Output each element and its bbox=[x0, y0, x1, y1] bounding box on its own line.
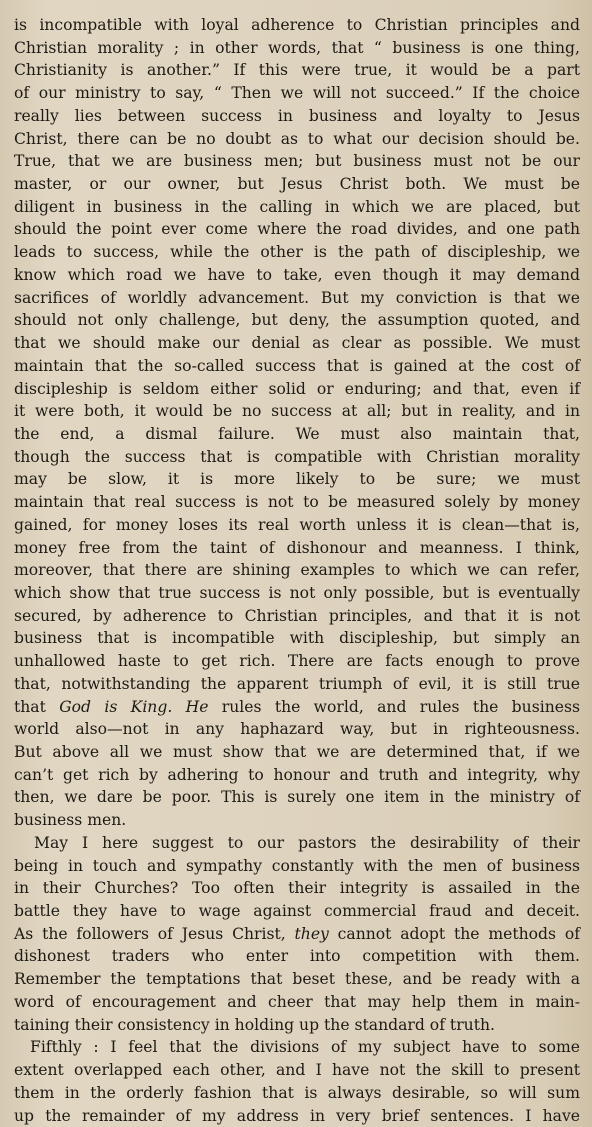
text-line bbox=[14, 1036, 580, 1059]
text-line bbox=[14, 309, 580, 332]
italic-text: God is King. bbox=[59, 698, 172, 716]
text-line bbox=[14, 718, 580, 741]
text-segment: Christian morality ; in other words, that “ business is one thing, bbox=[14, 39, 580, 57]
text-segment: diligent in business in the calling in which we are placed, but bbox=[14, 198, 580, 216]
text-line bbox=[14, 423, 580, 446]
text-line bbox=[14, 400, 580, 423]
text-line bbox=[14, 764, 580, 787]
text-line bbox=[14, 105, 580, 128]
text-line bbox=[14, 468, 580, 491]
text-line bbox=[14, 877, 580, 900]
text-segment: unhallowed haste to get rich. There are facts enough to prove bbox=[14, 652, 580, 670]
text-line bbox=[14, 241, 580, 264]
text-segment: is incompatible with loyal adherence to Christian principles and bbox=[14, 16, 580, 34]
text-segment: business that is incompatible with discipleship, but simply an bbox=[14, 629, 580, 647]
text-segment: then, we dare be poor. This is surely one item in the ministry of bbox=[14, 788, 580, 806]
text-segment: But above all we must show that we are determined that, if we bbox=[14, 743, 580, 761]
text-segment: Fifthly : I feel that the divisions of my subject have to some bbox=[30, 1038, 580, 1056]
text-line bbox=[14, 696, 580, 719]
text-segment: sacrifices of worldly advancement. But my conviction is that we bbox=[14, 289, 580, 307]
text-segment: really lies between success in business and loyalty to Jesus bbox=[14, 107, 580, 125]
text-segment: cannot adopt the methods of bbox=[329, 925, 580, 943]
text-line bbox=[14, 150, 580, 173]
text-segment: True, that we are business men; but business must not be our bbox=[14, 152, 580, 170]
text-segment: May I here suggest to our pastors the desirability of their bbox=[34, 834, 580, 852]
text-segment: know which road we have to take, even though it may demand bbox=[14, 266, 580, 284]
text-line bbox=[14, 264, 580, 287]
text-segment: being in touch and sympathy constantly with the men of business bbox=[14, 857, 580, 875]
text-segment: which show that true success is not only possible, but is eventually bbox=[14, 584, 580, 602]
text-segment: maintain that real success is not to be measured solely by money bbox=[14, 493, 580, 511]
text-line bbox=[14, 786, 580, 809]
italic-text: they bbox=[295, 925, 329, 943]
text-segment: maintain that the so-called success that is gained at the cost of bbox=[14, 357, 580, 375]
text-segment: should the point ever come where the road divides, and one path bbox=[14, 220, 580, 238]
text-line bbox=[14, 218, 580, 241]
text-segment: of our ministry to say, “ Then we will not succeed.” If the choice bbox=[14, 84, 580, 102]
text-segment: Christianity is another.” If this were true, it would be a part bbox=[14, 61, 580, 79]
text-segment: Remember the temptations that beset these, and be ready with a bbox=[14, 970, 580, 988]
text-segment: money free from the taint of dishonour and meanness. I think, bbox=[14, 539, 580, 557]
text-segment: the end, a dismal failure. We must also maintain that, bbox=[14, 425, 580, 443]
text-line bbox=[14, 991, 580, 1014]
text-segment: business men. bbox=[14, 811, 126, 829]
text-segment: secured, by adherence to Christian principles, and that it is not bbox=[14, 607, 580, 625]
text-line bbox=[14, 332, 580, 355]
text-line bbox=[14, 287, 580, 310]
document-page bbox=[14, 14, 580, 1127]
text-segment: word of encouragement and cheer that may help them in main- bbox=[14, 993, 580, 1011]
text-segment: that, notwithstanding the apparent triumph of evil, it is still true bbox=[14, 675, 580, 693]
text-line bbox=[14, 900, 580, 923]
text-segment: it were both, it would be no success at all; but in reality, and in bbox=[14, 402, 580, 420]
text-segment: As the followers of Jesus Christ, bbox=[14, 925, 295, 943]
text-segment: master, or our owner, but Jesus Christ both. We must be bbox=[14, 175, 580, 193]
text-segment: that bbox=[14, 698, 59, 716]
text-line bbox=[14, 378, 580, 401]
text-line bbox=[14, 1082, 580, 1105]
text-line bbox=[14, 37, 580, 60]
text-segment: gained, for money loses its real worth unless it is clean—that is, bbox=[14, 516, 580, 534]
text-segment: taining their consistency in holding up the standard of truth. bbox=[14, 1016, 495, 1034]
text-line bbox=[14, 446, 580, 469]
text-line bbox=[14, 605, 580, 628]
text-line bbox=[14, 59, 580, 82]
text-segment: up the remainder of my address in very brief sentences. I have bbox=[14, 1107, 580, 1125]
text-segment: should not only challenge, but deny, the assumption quoted, and bbox=[14, 311, 580, 329]
text-line bbox=[14, 82, 580, 105]
text-segment: extent overlapped each other, and I have not the skill to present bbox=[14, 1061, 580, 1079]
text-line bbox=[14, 855, 580, 878]
text-segment: can’t get rich by adhering to honour and truth and integrity, why bbox=[14, 766, 580, 784]
italic-text: He bbox=[186, 698, 209, 716]
text-segment: leads to success, while the other is the path of discipleship, we bbox=[14, 243, 580, 261]
text-line bbox=[14, 627, 580, 650]
text-line bbox=[14, 491, 580, 514]
text-line bbox=[14, 923, 580, 946]
text-segment: that we should make our denial as clear as possible. We must bbox=[14, 334, 580, 352]
text-line bbox=[14, 582, 580, 605]
text-segment: discipleship is seldom either solid or enduring; and that, even if bbox=[14, 380, 580, 398]
text-line bbox=[14, 173, 580, 196]
text-segment: world also—not in any haphazard way, but in righteousness. bbox=[14, 720, 580, 738]
text-segment: rules the world, and rules the business bbox=[208, 698, 580, 716]
text-line bbox=[14, 1059, 580, 1082]
text-segment: Christ, there can be no doubt as to what our decision should be. bbox=[14, 130, 580, 148]
text-segment: moreover, that there are shining examples to which we can refer, bbox=[14, 561, 580, 579]
text-segment: in their Churches? Too often their integrity is assailed in the bbox=[14, 879, 580, 897]
text-line bbox=[14, 355, 580, 378]
text-line bbox=[14, 1105, 580, 1127]
text-line bbox=[14, 650, 580, 673]
text-line bbox=[14, 128, 580, 151]
text-segment: them in the orderly fashion that is always desirable, so will sum bbox=[14, 1084, 580, 1102]
text-line bbox=[14, 673, 580, 696]
text-line bbox=[14, 559, 580, 582]
text-line bbox=[14, 968, 580, 991]
text-line bbox=[14, 809, 580, 832]
text-line bbox=[14, 514, 580, 537]
text-line bbox=[14, 537, 580, 560]
text-segment bbox=[172, 698, 185, 716]
text-line bbox=[14, 196, 580, 219]
text-line bbox=[14, 14, 580, 37]
text-segment: battle they have to wage against commercial fraud and deceit. bbox=[14, 902, 580, 920]
text-line bbox=[14, 741, 580, 764]
text-segment: may be slow, it is more likely to be sure; we must bbox=[14, 470, 580, 488]
text-line bbox=[14, 832, 580, 855]
text-line bbox=[14, 945, 580, 968]
text-segment: though the success that is compatible with Christian morality bbox=[14, 448, 580, 466]
text-segment: dishonest traders who enter into competition with them. bbox=[14, 947, 580, 965]
